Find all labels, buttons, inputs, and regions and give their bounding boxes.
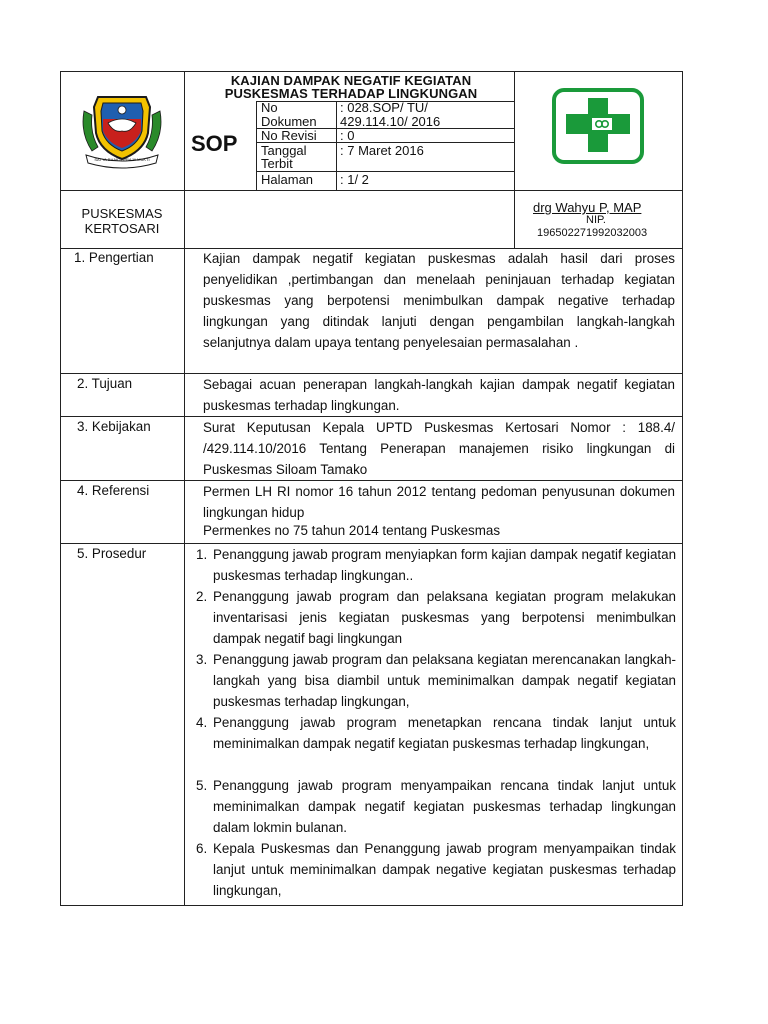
- document-title-line2: PUSKESMAS TERHADAP LINGKUNGAN: [224, 86, 478, 101]
- procedure-item-number: 6.: [196, 841, 208, 856]
- section-text-referensi-1: Permen LH RI nomor 16 tahun 2012 tentang pedoman penyusunan dokumen lingkungan hidup: [203, 484, 675, 520]
- field-label-terbit: Terbit: [261, 156, 293, 171]
- procedure-item-number: 5.: [196, 778, 208, 793]
- signatory-nip-label: NIP.: [586, 214, 606, 226]
- section-text-kebijakan: Surat Keputusan Kepala UPTD Puskesmas Kertosari Nomor : 188.4/ /429.114.10/2016 Tentang Penerapan manajemen risiko lingkungan di Puskesmas Siloam Tamako: [203, 420, 675, 477]
- procedure-item-text: Penanggung jawab program menyampaikan rencana tindak lanjut untuk meminimalkan dampak negatif kegiatan puskesmas terhadap lingkungan dalam lokmin bulanan.: [213, 778, 676, 835]
- divider: [60, 190, 683, 191]
- procedure-item: [196, 838, 676, 901]
- org-name-line1: PUSKESMAS: [81, 206, 163, 221]
- section-label-referensi: 4. Referensi: [77, 483, 150, 498]
- divider: [256, 101, 257, 190]
- procedure-item: [196, 649, 676, 712]
- procedure-item: [196, 775, 676, 838]
- sop-label: SOP: [191, 131, 238, 156]
- field-label-no-dokumen: No: [261, 100, 278, 115]
- field-label-no-revisi: No Revisi: [261, 128, 317, 143]
- field-label-no-dokumen-2: Dokumen: [261, 114, 317, 129]
- document-title-line1: KAJIAN DAMPAK NEGATIF KEGIATAN: [230, 73, 472, 88]
- procedure-item-number: 4.: [196, 715, 208, 730]
- procedure-item: [196, 544, 676, 586]
- divider: [184, 71, 185, 906]
- org-name-line2: KERTOSARI: [84, 221, 160, 236]
- section-label-pengertian: 1. Pengertian: [74, 250, 154, 265]
- signatory-nip: 196502271992032003: [537, 227, 648, 239]
- signatory-name: drg Wahyu P, MAP: [533, 200, 642, 215]
- procedure-item-text: Penanggung jawab program dan pelaksana kegiatan merencanakan langkah-langkah yang bisa diambil untuk meminimalkan dampak negatif kegiatan puskesmas terhadap lingkungan,: [213, 652, 676, 709]
- divider: [336, 101, 337, 190]
- section-text-referensi-2: Permenkes no 75 tahun 2014 tentang Puskesmas: [203, 523, 501, 538]
- puskesmas-cross-logo: [552, 88, 644, 164]
- field-label-tanggal: Tanggal: [261, 143, 307, 158]
- procedure-item-text: Penanggung jawab program menyiapkan form kajian dampak negatif kegiatan puskesmas terhadap lingkungan..: [213, 547, 677, 583]
- procedure-item-text: Kepala Puskesmas dan Penanggung jawab program menyampaikan tindak lanjut untuk meminimalkan dampak negative kegiatan puskesmas terhadap lingkungan,: [213, 841, 676, 898]
- field-value-no-dokumen: : 028.SOP/ TU/: [340, 100, 428, 115]
- emblem-ribbon-text: SATYA BHAKTI PRAJA MUKTI: [94, 157, 150, 162]
- field-label-halaman: Halaman: [261, 172, 314, 187]
- field-value-halaman: : 1/ 2: [340, 172, 369, 187]
- section-label-tujuan: 2. Tujuan: [77, 376, 133, 391]
- section-text-tujuan: Sebagai acuan penerapan langkah-langkah kajian dampak negatif kegiatan puskesmas terhadap lingkungan.: [203, 377, 675, 413]
- procedure-item-number: 2.: [196, 589, 208, 604]
- section-text-pengertian: Kajian dampak negatif kegiatan puskesmas adalah hasil dari proses penyelidikan ,pertimbangan dan menelaah peninjauan terhadap kegiatan puskesmas yang berpotensi menimbulkan dampak negative terhadap lingkungan yang ditindak lanjuti dengan pengambilan langkah-langkah selanjutnya dalam upaya tentang penyelesaian permasalahan .: [203, 251, 675, 350]
- field-value-tanggal: : 7 Maret 2016: [340, 143, 424, 158]
- field-value-no-revisi: : 0: [340, 128, 355, 143]
- section-label-kebijakan: 3. Kebijakan: [77, 419, 151, 434]
- procedure-item-number: 1.: [196, 547, 208, 562]
- procedure-item-number: 3.: [196, 652, 208, 667]
- procedure-item-text: Penanggung jawab program dan pelaksana kegiatan program melakukan inventarisasi jenis kegiatan puskesmas yang berpotensi menimbulkan dampak negatif bagi lingkungan: [213, 589, 676, 646]
- regency-emblem-logo: [78, 93, 166, 169]
- procedure-item: [196, 586, 676, 649]
- section-label-prosedur: 5. Prosedur: [77, 546, 147, 561]
- field-value-no-dokumen-2: 429.114.10/ 2016: [340, 114, 441, 129]
- divider: [514, 71, 515, 248]
- procedure-item-text: Penanggung jawab program menetapkan rencana tindak lanjut untuk meminimalkan dampak negatif kegiatan puskesmas terhadap lingkungan,: [213, 715, 676, 751]
- procedure-item: [196, 712, 676, 754]
